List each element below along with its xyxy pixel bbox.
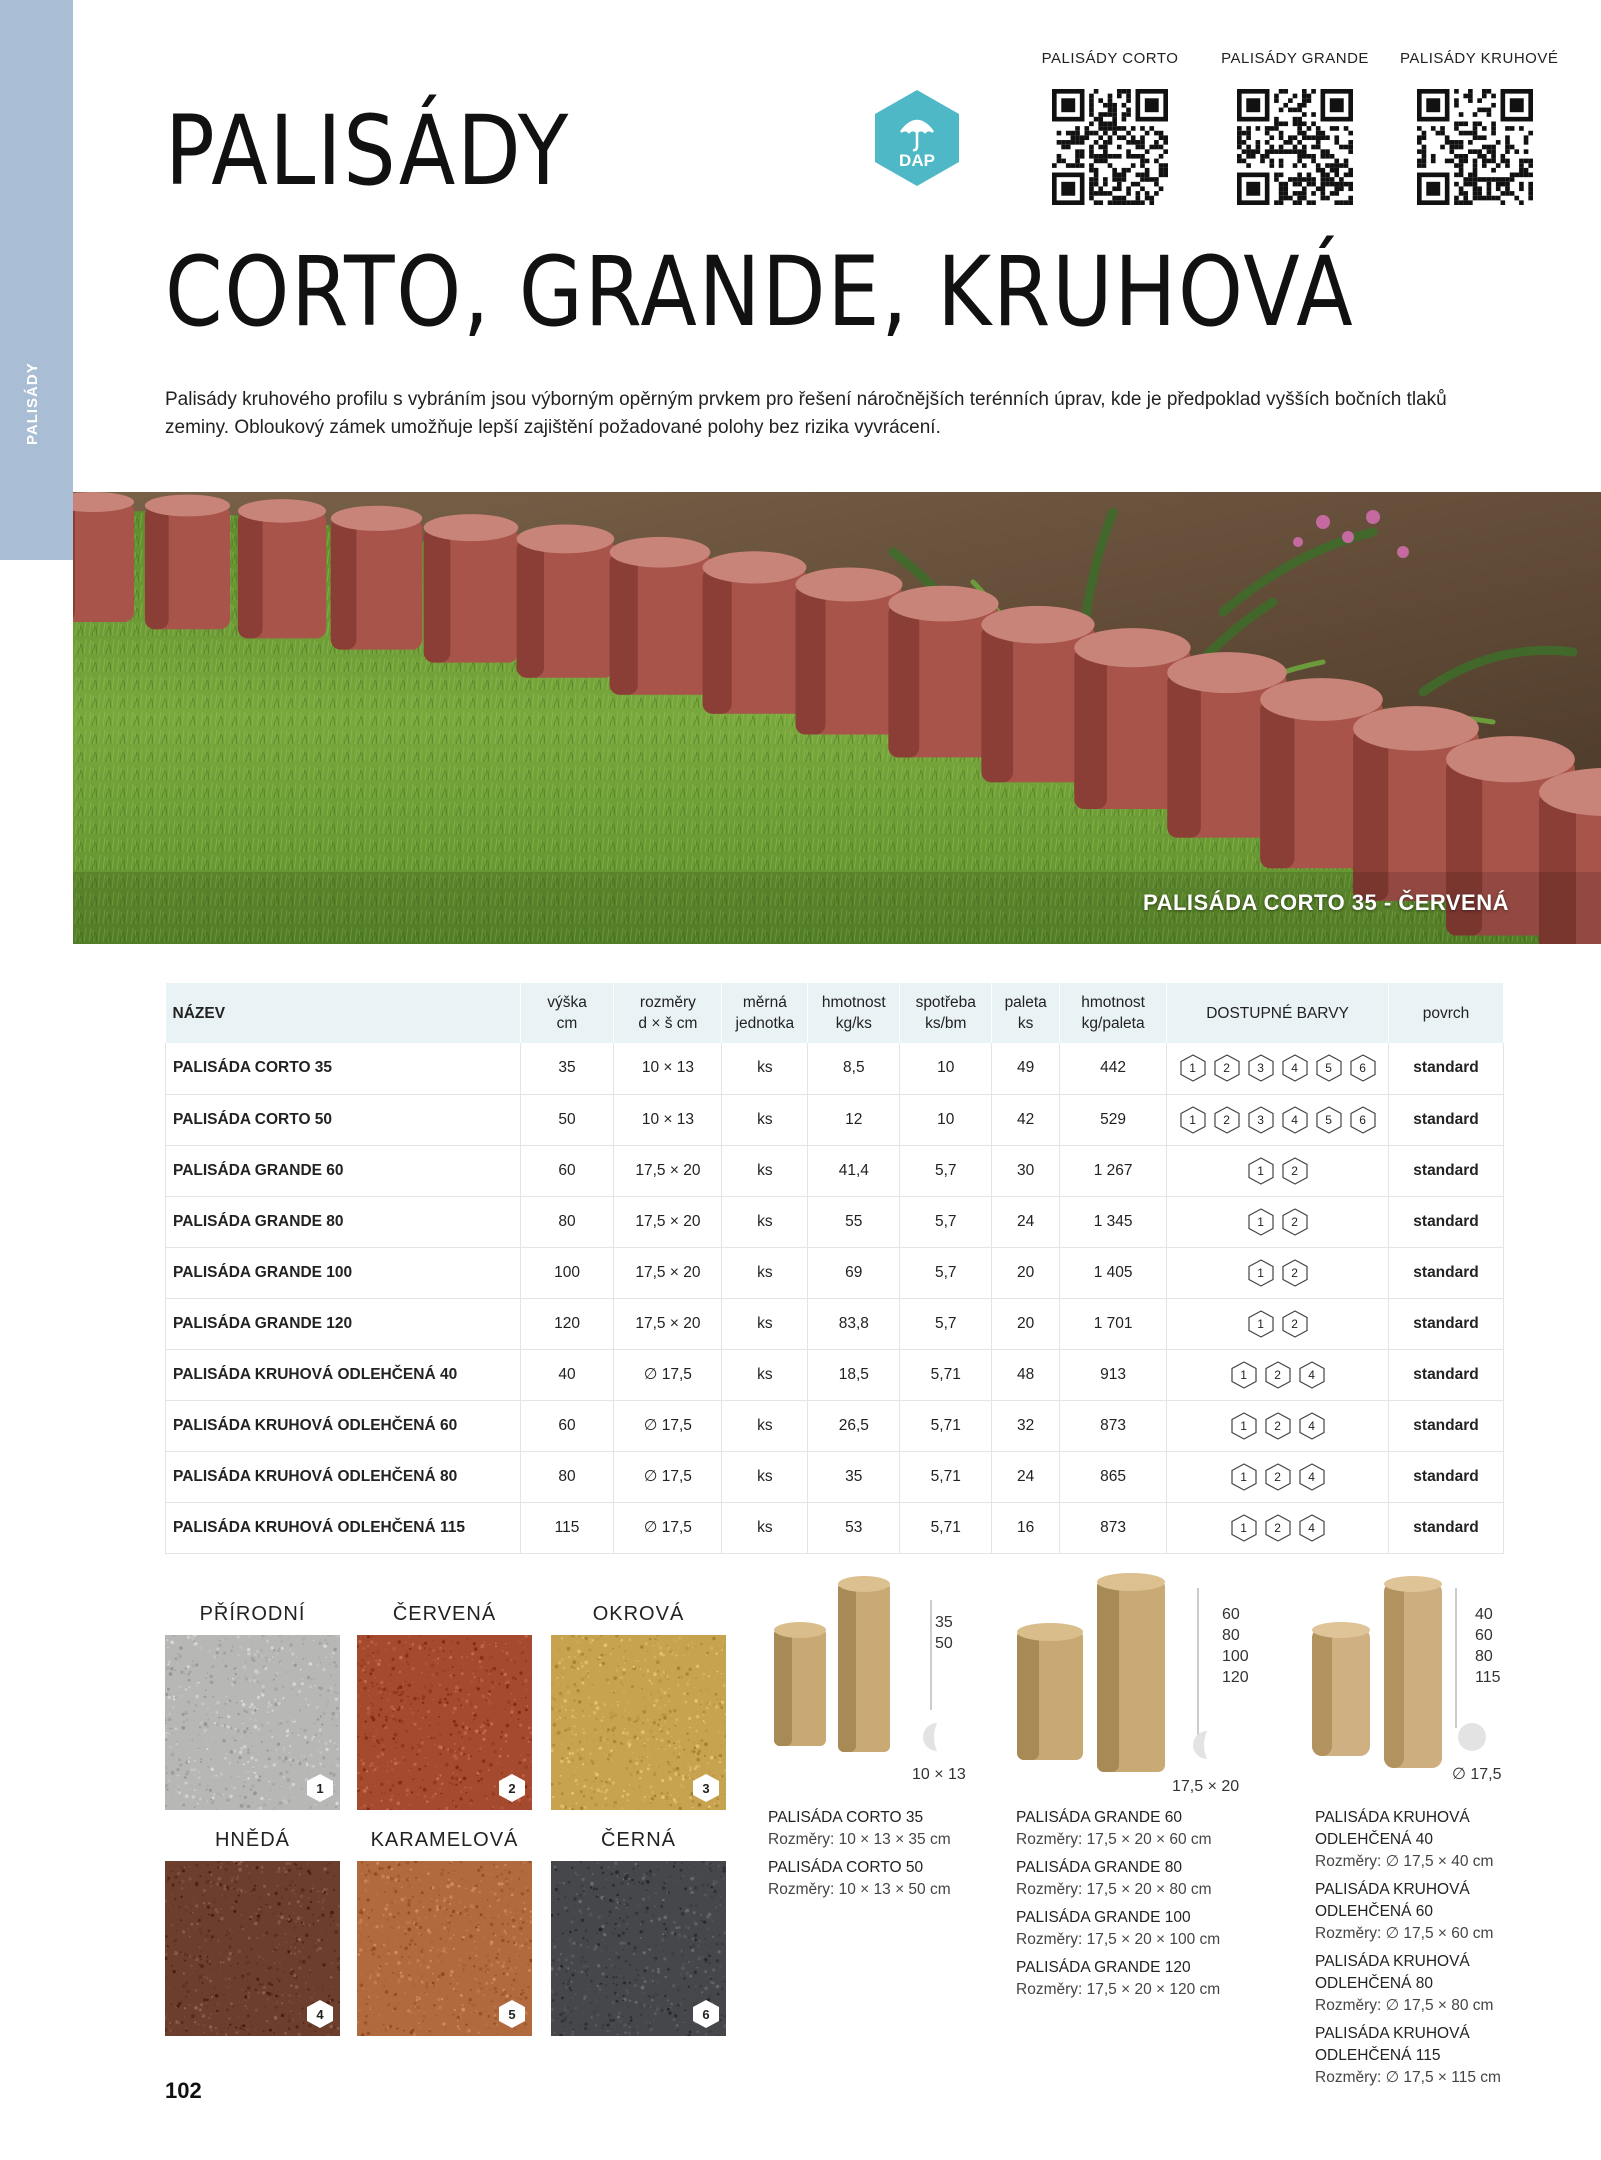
intro-paragraph: Palisády kruhového profilu s vybráním jsou výborným opěrným prvkem pro řešení náročnějších terénních úprav, kde je předpoklad vyšších bočních tlaků zeminy. Obloukový zámek umožňuje lepší zajištění požadované polohy bez rizika vyvrácení. [165, 389, 1447, 438]
swatch-karamelova [357, 1829, 532, 2036]
cell-pallet-weight: 913 [1060, 1349, 1167, 1400]
svg-text:4: 4 [316, 2007, 324, 2022]
col-dims: rozměry d × š cm [614, 983, 722, 1043]
corto-section-icon [920, 1720, 954, 1754]
cell-dims: ∅ 17,5 [614, 1451, 722, 1502]
product-entry: PALISÁDA KRUHOVÁ ODLEHČENÁ 80 Rozměry: ∅ 17,5 × 80 cm [1315, 1953, 1494, 2014]
swatch-number-badge [306, 1773, 334, 1803]
cell-surface: standard [1389, 1043, 1504, 1094]
cell-colors [1167, 1145, 1389, 1196]
cell-surface: standard [1389, 1196, 1504, 1247]
cell-height: 120 [520, 1298, 614, 1349]
corto-short-block [774, 1622, 826, 1746]
color-code-badge: 2 [1280, 1309, 1310, 1339]
col-pallet: paleta ks [992, 983, 1060, 1043]
qr-label: PALISÁDY KRUHOVÉ [1400, 50, 1559, 67]
swatch-label: ČERNÁ [600, 1829, 676, 1851]
cell-colors [1167, 1451, 1389, 1502]
svg-text:2: 2 [508, 1781, 516, 1796]
swatch-label: KARAMELOVÁ [370, 1829, 519, 1851]
swatch-label: ČERVENÁ [392, 1603, 497, 1625]
cell-weight: 26,5 [808, 1400, 900, 1451]
side-tab-label: PALISÁDY [24, 362, 41, 445]
color-code-badge: 1 [1229, 1360, 1259, 1390]
product-entry: PALISÁDA GRANDE 100 Rozměry: 17,5 × 20 × 100 cm [1016, 1909, 1221, 1948]
cell-unit: ks [722, 1043, 808, 1094]
cell-usage: 5,7 [900, 1196, 992, 1247]
cell-pallet: 24 [992, 1451, 1060, 1502]
swatch-cervena [357, 1603, 532, 1810]
color-code-badge: 2 [1212, 1105, 1242, 1135]
cell-height: 40 [520, 1349, 614, 1400]
kruhova-short-block [1312, 1622, 1370, 1756]
cell-dims: ∅ 17,5 [614, 1400, 722, 1451]
color-code-badge: 1 [1229, 1462, 1259, 1492]
cell-usage: 10 [900, 1043, 992, 1094]
cell-unit: ks [722, 1400, 808, 1451]
color-code-badge: 1 [1178, 1105, 1208, 1135]
cell-name: PALISÁDA KRUHOVÁ ODLEHČENÁ 115 [166, 1502, 521, 1553]
product-entry: PALISÁDA KRUHOVÁ ODLEHČENÁ 115 Rozměry: ∅ 17,5 × 115 cm [1315, 2025, 1501, 2086]
cell-dims: ∅ 17,5 [614, 1502, 722, 1553]
swatch-texture [165, 1635, 340, 1810]
cell-unit: ks [722, 1502, 808, 1553]
cell-pallet: 48 [992, 1349, 1060, 1400]
cell-unit: ks [722, 1145, 808, 1196]
col-height: výška cm [520, 983, 614, 1043]
cell-dims: 17,5 × 20 [614, 1196, 722, 1247]
grande-section: 17,5 × 20 [1172, 1778, 1240, 1795]
cell-pallet: 16 [992, 1502, 1060, 1553]
product-entry: PALISÁDA CORTO 50 Rozměry: 10 × 13 × 50 cm [768, 1859, 951, 1898]
kruhova-tall-block [1384, 1576, 1442, 1768]
cell-colors [1167, 1349, 1389, 1400]
table-row [166, 1043, 1504, 1094]
cell-pallet: 20 [992, 1247, 1060, 1298]
cell-pallet-weight: 873 [1060, 1400, 1167, 1451]
cell-name: PALISÁDA KRUHOVÁ ODLEHČENÁ 60 [166, 1400, 521, 1451]
qr-code-grande[interactable] [1220, 50, 1370, 205]
cell-weight: 83,8 [808, 1298, 900, 1349]
col-colors: DOSTUPNÉ BARVY [1167, 983, 1389, 1043]
kruhova-section: ∅ 17,5 [1452, 1766, 1502, 1783]
col-name: NÁZEV [166, 983, 521, 1043]
color-code-badge: 6 [1348, 1053, 1378, 1083]
kruhova-product-image [1300, 1572, 1470, 1792]
cell-surface: standard [1389, 1094, 1504, 1145]
color-code-badge: 1 [1178, 1053, 1208, 1083]
swatch-number-badge [498, 1773, 526, 1803]
swatch-texture [357, 1861, 532, 2036]
cell-weight: 53 [808, 1502, 900, 1553]
cell-unit: ks [722, 1349, 808, 1400]
color-code-badge: 1 [1246, 1207, 1276, 1237]
cell-usage: 5,71 [900, 1400, 992, 1451]
cell-height: 35 [520, 1043, 614, 1094]
swatch-hneda [165, 1829, 340, 2036]
spec-table [165, 983, 1504, 1554]
grande-short-block [1017, 1623, 1083, 1760]
color-code-badge: 4 [1297, 1462, 1327, 1492]
cell-colors [1167, 1400, 1389, 1451]
cell-height: 115 [520, 1502, 614, 1553]
side-section-tab [0, 0, 73, 560]
swatch-cerna [551, 1829, 726, 2036]
product-entry: PALISÁDA CORTO 35 Rozměry: 10 × 13 × 35 cm [768, 1809, 951, 1848]
cell-dims: ∅ 17,5 [614, 1349, 722, 1400]
cell-unit: ks [722, 1298, 808, 1349]
cell-unit: ks [722, 1247, 808, 1298]
color-code-badge: 2 [1263, 1462, 1293, 1492]
page-title-line2: CORTO, GRANDE, KRUHOVÁ [165, 236, 1355, 348]
cell-pallet: 30 [992, 1145, 1060, 1196]
corto-tall-block [838, 1576, 890, 1752]
cell-colors [1167, 1247, 1389, 1298]
hero-photo [73, 492, 1601, 944]
color-code-badge: 4 [1297, 1360, 1327, 1390]
col-weight: hmotnost kg/ks [808, 983, 900, 1043]
product-entry: PALISÁDA GRANDE 80 Rozměry: 17,5 × 20 × 80 cm [1016, 1859, 1212, 1898]
qr-code-corto[interactable] [1035, 50, 1185, 205]
cell-dims: 10 × 13 [614, 1094, 722, 1145]
color-code-badge: 2 [1263, 1513, 1293, 1543]
cell-weight: 41,4 [808, 1145, 900, 1196]
cell-usage: 10 [900, 1094, 992, 1145]
cell-surface: standard [1389, 1298, 1504, 1349]
kruhova-heights: 40 60 80 115 [1475, 1606, 1501, 1686]
svg-text:5: 5 [508, 2007, 516, 2022]
color-code-badge: 4 [1280, 1105, 1310, 1135]
table-row [166, 1400, 1504, 1451]
table-row [166, 1502, 1504, 1553]
dap-label: DAP [899, 151, 935, 170]
swatch-number-badge [692, 1773, 720, 1803]
cell-pallet-weight: 873 [1060, 1502, 1167, 1553]
cell-weight: 18,5 [808, 1349, 900, 1400]
cell-name: PALISÁDA GRANDE 60 [166, 1145, 521, 1196]
grande-descriptions [1016, 1807, 1220, 2007]
page-title-line1: PALISÁDY [165, 95, 570, 207]
swatch-texture [357, 1635, 532, 1810]
cell-name: PALISÁDA KRUHOVÁ ODLEHČENÁ 40 [166, 1349, 521, 1400]
swatch-prirodni [165, 1603, 340, 1810]
cell-pallet: 42 [992, 1094, 1060, 1145]
swatch-texture [551, 1861, 726, 2036]
color-code-badge: 4 [1297, 1513, 1327, 1543]
color-code-badge: 3 [1246, 1053, 1276, 1083]
cell-pallet: 24 [992, 1196, 1060, 1247]
color-code-badge: 4 [1280, 1053, 1310, 1083]
cell-height: 80 [520, 1451, 614, 1502]
table-row [166, 1298, 1504, 1349]
cell-pallet: 32 [992, 1400, 1060, 1451]
cell-height: 100 [520, 1247, 614, 1298]
cell-colors [1167, 1196, 1389, 1247]
hero-caption: PALISÁDA CORTO 35 - ČERVENÁ [1143, 890, 1509, 915]
swatch-texture [551, 1635, 726, 1810]
cell-usage: 5,7 [900, 1247, 992, 1298]
cell-dims: 17,5 × 20 [614, 1145, 722, 1196]
cell-pallet: 20 [992, 1298, 1060, 1349]
product-entry: PALISÁDA GRANDE 120 Rozměry: 17,5 × 20 × 120 cm [1016, 1959, 1221, 1998]
table-row [166, 1451, 1504, 1502]
cell-height: 60 [520, 1400, 614, 1451]
cell-surface: standard [1389, 1400, 1504, 1451]
table-row [166, 1094, 1504, 1145]
cell-usage: 5,71 [900, 1502, 992, 1553]
corto-product-image [760, 1570, 910, 1780]
grande-section-icon [1190, 1728, 1224, 1762]
cell-pallet-weight: 1 267 [1060, 1145, 1167, 1196]
cell-pallet-weight: 1 345 [1060, 1196, 1167, 1247]
cell-unit: ks [722, 1196, 808, 1247]
cell-pallet: 49 [992, 1043, 1060, 1094]
grande-height-marker [1197, 1588, 1199, 1738]
corto-section: 10 × 13 [912, 1766, 966, 1783]
cell-surface: standard [1389, 1451, 1504, 1502]
cell-usage: 5,71 [900, 1451, 992, 1502]
swatch-label: HNĚDÁ [214, 1829, 290, 1851]
corto-height-marker [930, 1600, 932, 1710]
cell-weight: 35 [808, 1451, 900, 1502]
svg-text:1: 1 [316, 1781, 324, 1796]
table-row [166, 1196, 1504, 1247]
corto-descriptions [768, 1807, 951, 1907]
cell-surface: standard [1389, 1145, 1504, 1196]
swatch-number-badge [306, 1999, 334, 2029]
page-number: 102 [165, 2078, 202, 2103]
cell-weight: 69 [808, 1247, 900, 1298]
cell-dims: 17,5 × 20 [614, 1247, 722, 1298]
grande-tall-block [1097, 1573, 1165, 1772]
color-code-badge: 4 [1297, 1411, 1327, 1441]
product-entry: PALISÁDA KRUHOVÁ ODLEHČENÁ 40 Rozměry: ∅ 17,5 × 40 cm [1315, 1809, 1494, 1870]
cell-height: 80 [520, 1196, 614, 1247]
swatch-texture [165, 1861, 340, 2036]
cell-dims: 10 × 13 [614, 1043, 722, 1094]
cell-name: PALISÁDA KRUHOVÁ ODLEHČENÁ 80 [166, 1451, 521, 1502]
qr-code-kruhove[interactable] [1400, 50, 1559, 205]
svg-text:3: 3 [702, 1781, 710, 1796]
cell-height: 60 [520, 1145, 614, 1196]
color-code-badge: 2 [1280, 1207, 1310, 1237]
cell-dims: 17,5 × 20 [614, 1298, 722, 1349]
product-entry: PALISÁDA GRANDE 60 Rozměry: 17,5 × 20 × 60 cm [1016, 1809, 1212, 1848]
cell-name: PALISÁDA CORTO 50 [166, 1094, 521, 1145]
qr-code-icon [1052, 89, 1168, 205]
corto-heights: 35 50 [935, 1614, 953, 1652]
qr-label: PALISÁDY GRANDE [1221, 50, 1369, 67]
cell-colors [1167, 1298, 1389, 1349]
grande-product-image [1005, 1570, 1175, 1790]
cell-surface: standard [1389, 1502, 1504, 1553]
cell-weight: 8,5 [808, 1043, 900, 1094]
swatch-number-badge [692, 1999, 720, 2029]
table-row [166, 1247, 1504, 1298]
cell-pallet-weight: 442 [1060, 1043, 1167, 1094]
cell-name: PALISÁDA GRANDE 120 [166, 1298, 521, 1349]
cell-pallet-weight: 529 [1060, 1094, 1167, 1145]
swatch-label: PŘÍRODNÍ [199, 1603, 306, 1625]
col-pallet-weight: hmotnost kg/paleta [1060, 983, 1167, 1043]
cell-usage: 5,7 [900, 1145, 992, 1196]
cell-pallet-weight: 865 [1060, 1451, 1167, 1502]
table-row [166, 1349, 1504, 1400]
cell-weight: 12 [808, 1094, 900, 1145]
product-entry: PALISÁDA KRUHOVÁ ODLEHČENÁ 60 Rozměry: ∅ 17,5 × 60 cm [1315, 1881, 1494, 1942]
col-unit: měrná jednotka [722, 983, 808, 1043]
kruhova-section-icon [1455, 1720, 1489, 1754]
dap-badge [873, 88, 961, 188]
color-code-badge: 2 [1212, 1053, 1242, 1083]
color-code-badge: 5 [1314, 1053, 1344, 1083]
cell-height: 50 [520, 1094, 614, 1145]
color-code-badge: 1 [1246, 1258, 1276, 1288]
cell-usage: 5,7 [900, 1298, 992, 1349]
color-code-badge: 2 [1280, 1258, 1310, 1288]
color-code-badge: 1 [1246, 1156, 1276, 1186]
swatch-okrova [551, 1603, 726, 1810]
qr-code-icon [1237, 89, 1353, 205]
cell-unit: ks [722, 1451, 808, 1502]
kruhova-height-marker [1455, 1588, 1457, 1728]
cell-weight: 55 [808, 1196, 900, 1247]
color-code-badge: 2 [1263, 1411, 1293, 1441]
color-code-badge: 2 [1280, 1156, 1310, 1186]
cell-surface: standard [1389, 1247, 1504, 1298]
color-code-badge: 6 [1348, 1105, 1378, 1135]
color-code-badge: 3 [1246, 1105, 1276, 1135]
color-code-badge: 5 [1314, 1105, 1344, 1135]
kruhova-descriptions [1315, 1807, 1501, 2095]
cell-surface: standard [1389, 1349, 1504, 1400]
cell-name: PALISÁDA GRANDE 80 [166, 1196, 521, 1247]
qr-label: PALISÁDY CORTO [1041, 50, 1179, 67]
color-code-badge: 1 [1246, 1309, 1276, 1339]
table-row [166, 1145, 1504, 1196]
cell-pallet-weight: 1 701 [1060, 1298, 1167, 1349]
cell-usage: 5,71 [900, 1349, 992, 1400]
table-header-row [166, 983, 1504, 1043]
qr-code-icon [1417, 89, 1533, 205]
color-code-badge: 2 [1263, 1360, 1293, 1390]
cell-colors [1167, 1094, 1389, 1145]
cell-colors [1167, 1043, 1389, 1094]
cell-pallet-weight: 1 405 [1060, 1247, 1167, 1298]
cell-unit: ks [722, 1094, 808, 1145]
col-surface: povrch [1389, 983, 1504, 1043]
cell-colors [1167, 1502, 1389, 1553]
cell-name: PALISÁDA GRANDE 100 [166, 1247, 521, 1298]
grande-heights: 60 80 100 120 [1222, 1606, 1249, 1686]
color-code-badge: 1 [1229, 1411, 1259, 1441]
cell-name: PALISÁDA CORTO 35 [166, 1043, 521, 1094]
col-usage: spotřeba ks/bm [900, 983, 992, 1043]
swatch-label: OKROVÁ [592, 1603, 685, 1625]
swatch-number-badge [498, 1999, 526, 2029]
color-code-badge: 1 [1229, 1513, 1259, 1543]
